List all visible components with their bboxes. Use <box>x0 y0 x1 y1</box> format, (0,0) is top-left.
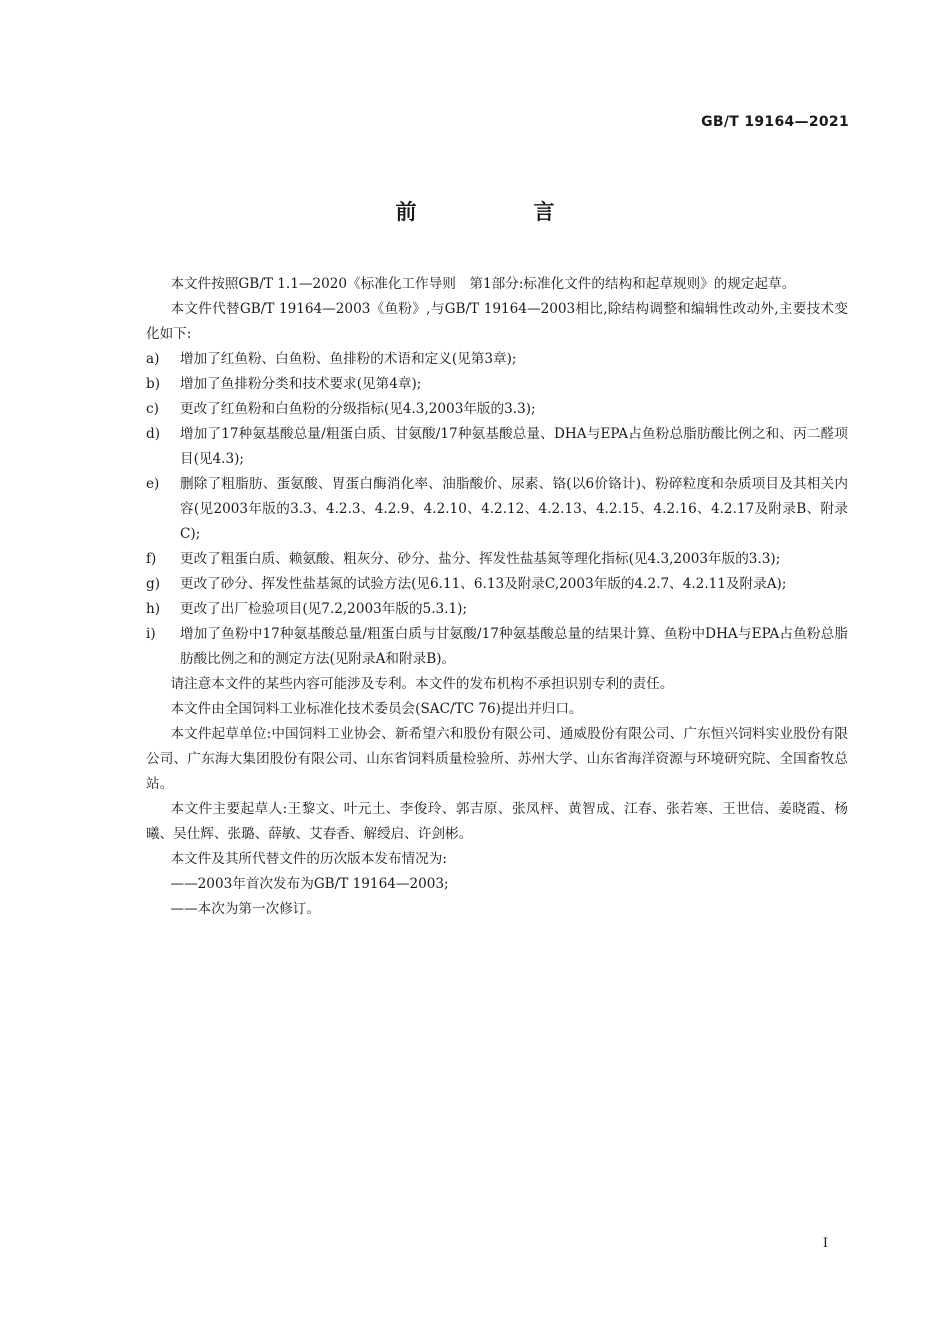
list-marker: c) <box>146 401 159 417</box>
list-marker: e) <box>146 476 160 492</box>
list-item <box>146 372 848 397</box>
paragraph-drafting-rules: 本文件按照GB/T 1.1—2020《标准化工作导则 第1部分:标准化文件的结构和起草规则》的规定起草。 <box>170 276 796 292</box>
history-item: ——本次为第一次修订。 <box>170 901 320 917</box>
standard-code: GB/T 19164—2021 <box>701 114 849 130</box>
paragraph-committee: 本文件由全国饲料工业标准化技术委员会(SAC/TC 76)提出并归口。 <box>170 701 583 717</box>
page-number: I <box>822 1236 828 1251</box>
list-item-text: 增加了鱼粉中17种氨基酸总量/粗蛋白质与甘氨酸/17种氨基酸总量的结果计算、鱼粉中DHA与EPA占鱼粉总脂肪酸比例之和的测定方法(见附录A和附录B)。 <box>180 626 848 667</box>
list-item-text: 增加了红鱼粉、白鱼粉、鱼排粉的术语和定义(见第3章); <box>180 351 517 367</box>
list-item-text: 更改了砂分、挥发性盐基氮的试验方法(见6.11、6.13及附录C,2003年版的4.2.7、4.2.11及附录A); <box>180 576 787 592</box>
list-item <box>146 472 848 547</box>
list-marker: d) <box>146 426 161 442</box>
history-item: ——2003年首次发布为GB/T 19164—2003; <box>170 876 449 892</box>
list-item-text: 更改了出厂检验项目(见7.2,2003年版的5.3.1); <box>180 601 468 617</box>
list-marker: g) <box>146 576 161 592</box>
list-marker: h) <box>146 601 161 617</box>
page-title: 前 言 <box>395 200 603 224</box>
list-item <box>146 347 848 372</box>
paragraph-patent: 请注意本文件的某些内容可能涉及专利。本文件的发布机构不承担识别专利的责任。 <box>170 676 674 692</box>
list-item <box>146 572 848 597</box>
list-item <box>146 622 848 672</box>
paragraph-drafters: 本文件主要起草人:王黎文、叶元土、李俊玲、郭吉原、张凤枰、黄智成、江春、张若寒、王世信、姜晓霞、杨曦、吴仕辉、张璐、薛敏、艾春香、解绶启、许剑彬。 <box>146 801 848 842</box>
list-marker: a) <box>146 351 160 367</box>
list-item-text: 更改了粗蛋白质、赖氨酸、粗灰分、砂分、盐分、挥发性盐基氮等理化指标(见4.3,2003年版的3.3); <box>180 551 781 567</box>
list-item <box>146 397 848 422</box>
paragraph-history: 本文件及其所代替文件的历次版本发布情况为: <box>170 851 447 867</box>
list-item <box>146 547 848 572</box>
list-item-text: 增加了鱼排粉分类和技术要求(见第4章); <box>180 376 422 392</box>
list-marker: i) <box>146 626 156 642</box>
list-item-text: 增加了17种氨基酸总量/粗蛋白质、甘氨酸/17种氨基酸总量、DHA与EPA占鱼粉总脂肪酸比例之和、丙二醛项目(见4.3); <box>180 426 848 467</box>
foreword-body <box>146 272 848 922</box>
list-marker: f) <box>146 551 157 567</box>
paragraph-drafting-units: 本文件起草单位:中国饲料工业协会、新希望六和股份有限公司、通威股份有限公司、广东恒兴饲料实业股份有限公司、广东海大集团股份有限公司、山东省饲料质量检验所、苏州大学、山东省海洋资源与环境研究院、全国畜牧总站。 <box>146 726 848 792</box>
changes-list <box>146 347 848 672</box>
list-marker: b) <box>146 376 161 392</box>
list-item <box>146 422 848 472</box>
list-item-text: 删除了粗脂肪、蛋氨酸、胃蛋白酶消化率、油脂酸价、尿素、铬(以6价铬计)、粉碎粒度和杂质项目及其相关内容(见2003年版的3.3、4.2.3、4.2.9、4.2.10、4.2.12、4.2.13、4.2.15、4.2.16、4.2.17及附录B、附录C); <box>180 476 848 542</box>
paragraph-replaces: 本文件代替GB/T 19164—2003《鱼粉》,与GB/T 19164—2003相比,除结构调整和编辑性改动外,主要技术变化如下: <box>146 301 848 342</box>
list-item <box>146 597 848 622</box>
list-item-text: 更改了红鱼粉和白鱼粉的分级指标(见4.3,2003年版的3.3); <box>180 401 536 417</box>
